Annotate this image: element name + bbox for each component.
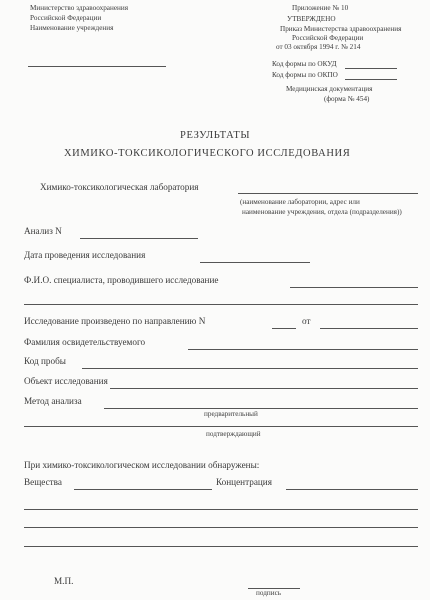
surname-line[interactable] [188,349,418,350]
approved-label: УТВЕРЖДЕНО [287,15,336,23]
found-label: При химико-токсикологическом исследовании обнаружены: [24,460,260,470]
object-label: Объект исследования [24,376,108,386]
method-preliminary: предварительный [204,410,258,418]
referral-number-line[interactable] [272,328,296,329]
okpo-line [345,79,397,80]
sample-code-line[interactable] [82,368,418,369]
title-results: РЕЗУЛЬТАТЫ [180,130,251,141]
title-analysis: ХИМИКО-ТОКСИКОЛОГИЧЕСКОГО ИССЛЕДОВАНИЯ [64,148,351,159]
result-line-1[interactable] [24,509,418,510]
substances-line[interactable] [74,489,212,490]
okud-line [345,68,397,69]
lab-label: Химико-токсикологическая лаборатория [40,182,199,192]
result-line-3[interactable] [24,546,418,547]
method-confirming: подтверждающий [206,430,261,438]
form-number: (форма № 454) [324,95,370,103]
fio-line[interactable] [290,287,418,288]
medical-docs-label: Медицинская документация [286,85,373,93]
object-line[interactable] [110,388,418,389]
appendix-number: Приложение № 10 [292,4,349,12]
method-line[interactable] [104,408,418,409]
order-line-2: Российской Федерации [292,34,364,42]
lab-note-2: наименование учреждения, отдела (подразделения)) [242,208,402,216]
date-label: Дата проведения исследования [24,250,146,260]
fio-line-2[interactable] [24,304,418,305]
referral-from-label: от [302,316,311,326]
institution-label: Наименование учреждения [30,24,114,32]
analysis-label: Анализ N [24,226,62,236]
sample-code-label: Код пробы [24,356,66,366]
okud-label: Код формы по ОКУД [272,60,337,68]
ministry-line-2: Российской Федерации [30,14,102,22]
method-label: Метод анализа [24,396,82,406]
concentration-label: Концентрация [216,477,272,487]
substances-label: Вещества [24,477,62,487]
referral-date-line[interactable] [320,328,418,329]
order-line-3: от 03 октября 1994 г. № 214 [276,43,361,51]
institution-line [28,66,166,67]
concentration-line[interactable] [286,489,418,490]
result-line-2[interactable] [24,527,418,528]
lab-line[interactable] [238,193,418,194]
referral-label: Исследование произведено по направлению N [24,316,206,326]
signature-label: подпись [256,589,282,597]
ministry-line-1: Министерство здравоохранения [30,4,129,12]
order-line-1: Приказ Министерства здравоохранения [280,25,402,33]
stamp-label: М.П. [54,576,74,586]
analysis-line[interactable] [80,238,198,239]
method-line-2[interactable] [24,426,418,427]
lab-note-1: (наименование лаборатории, адрес или [240,198,360,206]
date-line[interactable] [200,262,310,263]
okpo-label: Код формы по ОКПО [272,71,338,79]
surname-label: Фамилия освидетельствуемого [24,337,146,347]
fio-label: Ф.И.О. специалиста, проводившего исследование [24,275,219,285]
